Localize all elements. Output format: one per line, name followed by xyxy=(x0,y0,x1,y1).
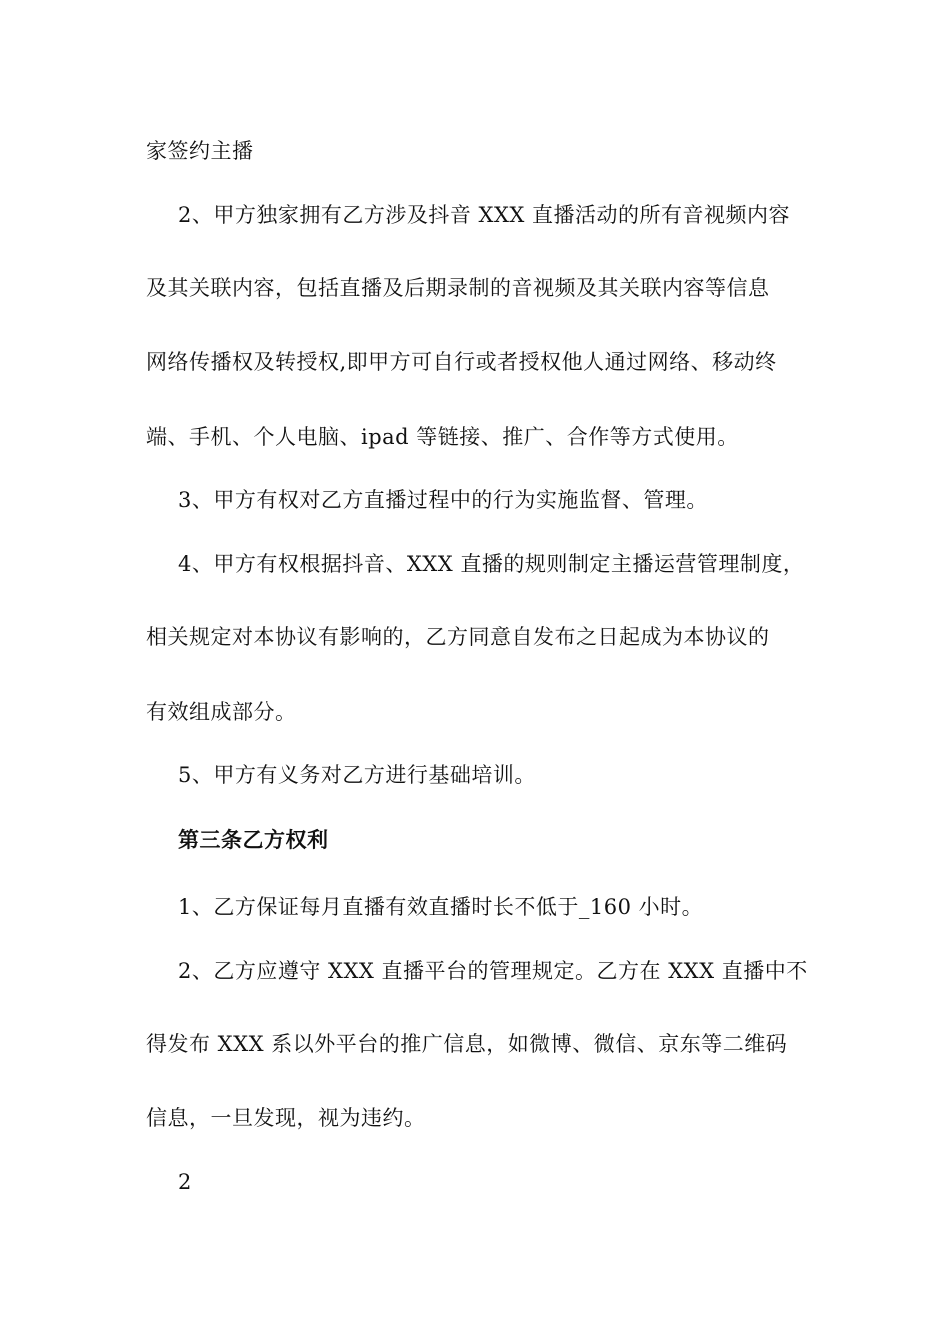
clause-2-line: 2、甲方独家拥有乙方涉及抖音 XXX 直播活动的所有音视频内容 xyxy=(178,203,791,227)
clause-3-line: 3、甲方有权对乙方直播过程中的行为实施监督、管理。 xyxy=(178,488,708,512)
page-number: 2 xyxy=(178,1170,192,1194)
section-heading: 第三条乙方权利 xyxy=(178,828,329,852)
clause-4-line: 4、甲方有权根据抖音、XXX 直播的规则制定主播运营管理制度， xyxy=(178,552,805,576)
paragraph-line: 及其关联内容，包括直播及后期录制的音视频及其关联内容等信息 xyxy=(146,276,770,300)
clause-5-line: 5、甲方有义务对乙方进行基础培训。 xyxy=(178,763,536,787)
paragraph-line: 相关规定对本协议有影响的，乙方同意自发布之日起成为本协议的 xyxy=(146,625,770,649)
paragraph-line: 网络传播权及转授权,即甲方可自行或者授权他人通过网络、移动终 xyxy=(146,350,777,374)
clause-2-line: 2、乙方应遵守 XXX 直播平台的管理规定。乙方在 XXX 直播中不 xyxy=(178,959,808,983)
clause-1-line: 1、乙方保证每月直播有效直播时长不低于_160 小时。 xyxy=(178,895,704,919)
paragraph-line: 信息，一旦发现，视为违约。 xyxy=(146,1106,426,1130)
paragraph-line: 有效组成部分。 xyxy=(146,700,297,724)
paragraph-line: 得发布 XXX 系以外平台的推广信息，如微博、微信、京东等二维码 xyxy=(146,1032,788,1056)
paragraph-line: 家签约主播 xyxy=(146,139,254,163)
paragraph-line: 端、手机、个人电脑、ipad 等链接、推广、合作等方式使用。 xyxy=(146,425,739,449)
